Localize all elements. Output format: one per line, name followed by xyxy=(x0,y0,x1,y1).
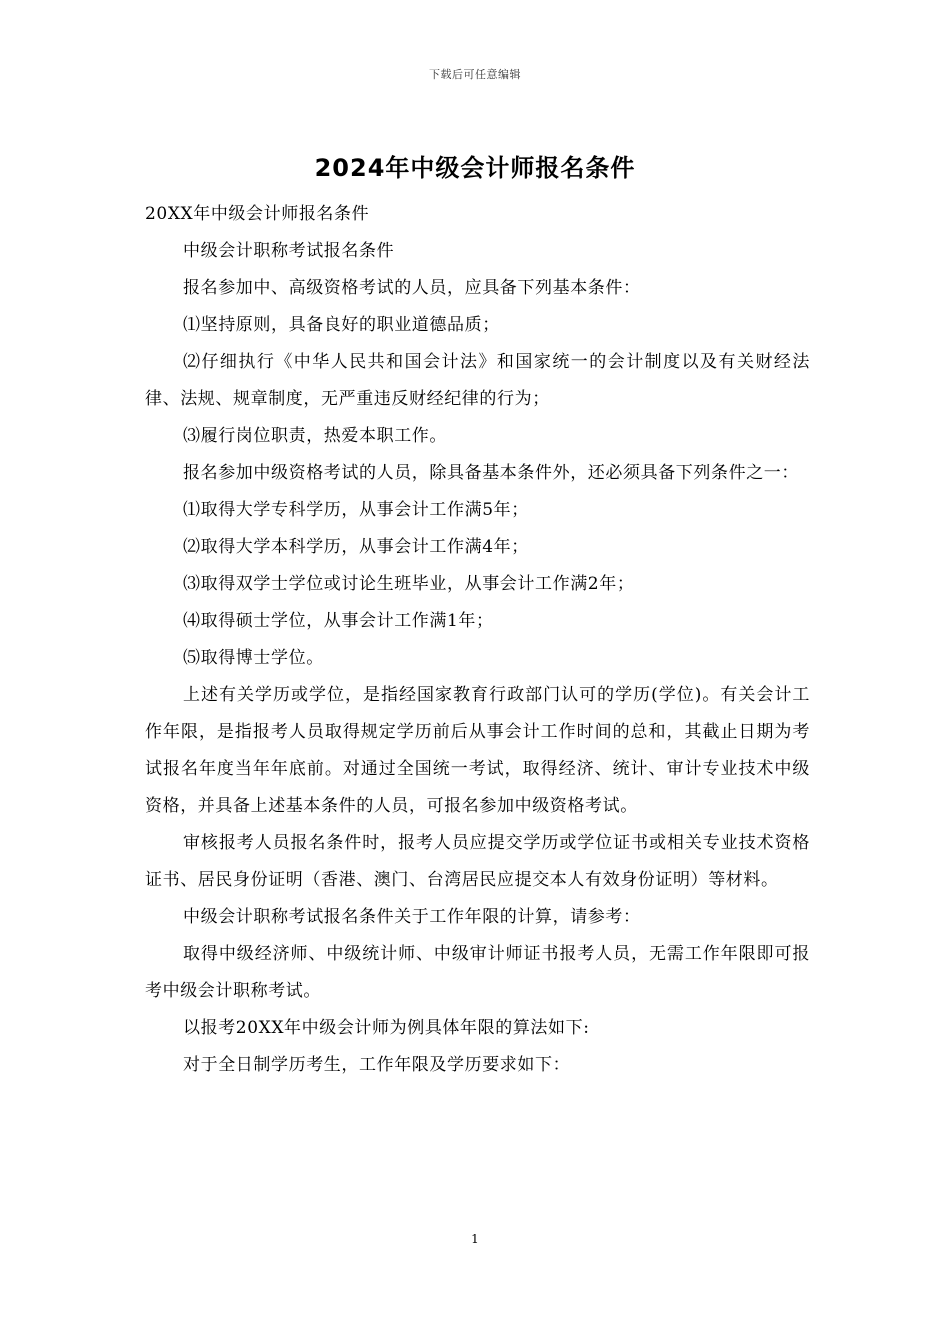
list-item: ⑷取得硕士学位，从事会计工作满1年； xyxy=(183,611,494,631)
paragraph: 取得中级经济师、中级统计师、中级审计师证书报考人员，无需工作年限即可报考中级会计职称考试。 xyxy=(145,944,810,1001)
list-item: ⑴坚持原则，具备良好的职业道德品质； xyxy=(183,315,500,335)
paragraph: 中级会计职称考试报名条件关于工作年限的计算，请参考： xyxy=(183,907,641,927)
list-item: ⑵仔细执行《中华人民共和国会计法》和国家统一的会计制度以及有关财经法律、法规、规章制度，无严重违反财经纪律的行为； xyxy=(145,352,810,409)
paragraph: 对于全日制学历考生，工作年限及学历要求如下： xyxy=(183,1055,571,1075)
list-item: ⑵取得大学本科学历，从事会计工作满4年； xyxy=(183,537,529,557)
paragraph: 中级会计职称考试报名条件 xyxy=(183,241,395,261)
list-item: ⑶取得双学士学位或讨论生班毕业，从事会计工作满2年； xyxy=(183,574,635,594)
paragraph: 以报考20XX年中级会计师为例具体年限的算法如下: xyxy=(183,1018,590,1038)
paragraph: 报名参加中级资格考试的人员，除具备基本条件外，还必须具备下列条件之一： xyxy=(183,463,799,483)
page-number: 1 xyxy=(471,1232,479,1246)
paragraph: 报名参加中、高级资格考试的人员，应具备下列基本条件： xyxy=(183,278,641,298)
list-item: ⑶履行岗位职责，热爱本职工作。 xyxy=(183,426,447,446)
list-item: ⑴取得大学专科学历，从事会计工作满5年； xyxy=(183,500,529,520)
paragraph: 审核报考人员报名条件时，报考人员应提交学历或学位证书或相关专业技术资格证书、居民身份证明（香港、澳门、台湾居民应提交本人有效身份证明）等材料。 xyxy=(145,833,810,890)
header-note: 下载后可任意编辑 xyxy=(429,68,521,81)
paragraph-subtitle: 20XX年中级会计师报名条件 xyxy=(145,204,370,224)
list-item: ⑸取得博士学位。 xyxy=(183,648,324,668)
paragraph: 上述有关学历或学位，是指经国家教育行政部门认可的学历(学位)。有关会计工作年限，是指报考人员取得规定学历前后从事会计工作时间的总和，其截止日期为考试报名年度当年年底前。对通过全国统一考试，取得经济、统计、审计专业技术中级资格，并具备上述基本条件的人员，可报名参加中级资格考试。 xyxy=(145,685,810,816)
document-body xyxy=(145,196,810,1084)
document-title: 2024年中级会计师报名条件 xyxy=(314,154,636,182)
